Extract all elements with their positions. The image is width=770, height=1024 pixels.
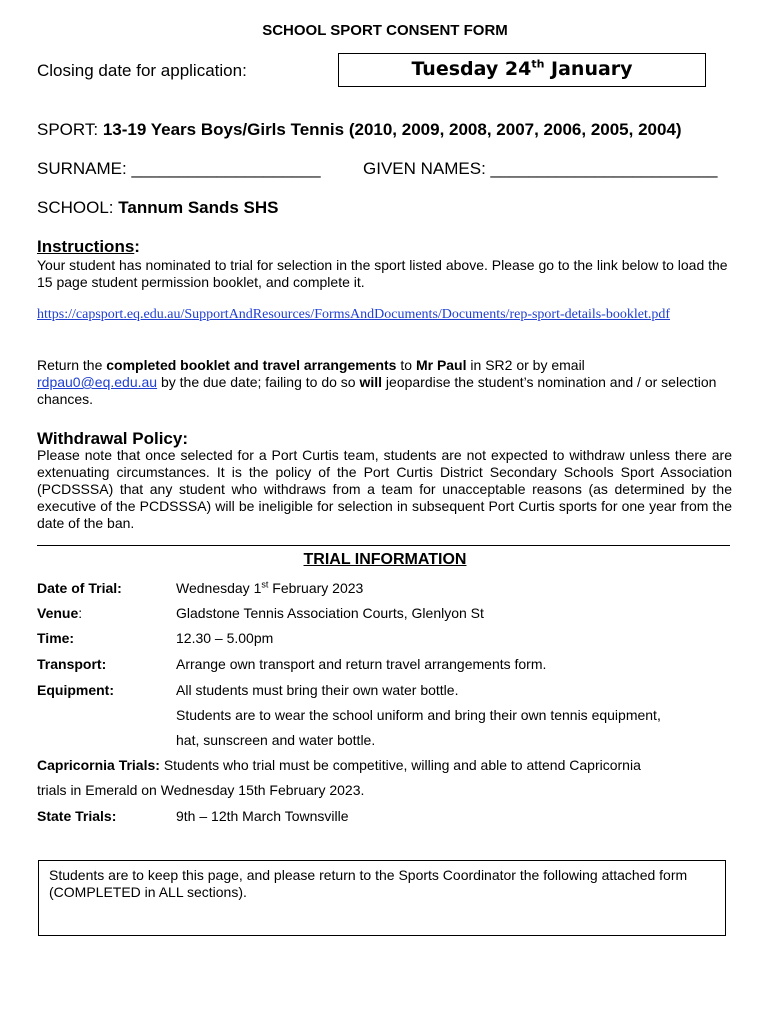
equipment-line-1: All students must bring their own water bottle. bbox=[176, 682, 459, 698]
equipment-line-2: Students are to wear the school uniform and bring their own tennis equipment, bbox=[176, 707, 661, 723]
sport-label: SPORT: bbox=[37, 120, 103, 139]
venue-label: Venue: bbox=[37, 605, 83, 621]
given-names-field: GIVEN NAMES: ________________________ bbox=[363, 159, 718, 178]
closing-date-label: Closing date for application: bbox=[37, 61, 247, 80]
capricornia-label: Capricornia Trials: bbox=[37, 757, 160, 773]
school-value: Tannum Sands SHS bbox=[118, 198, 279, 217]
trial-heading: TRIAL INFORMATION bbox=[303, 551, 467, 568]
return-instructions: Return the completed booklet and travel arrangements to Mr Paul in SR2 or by email rdpau0@eq.edu.au by the due date; failing to do so will jeopardise the student’s nomination and / or selection chances. bbox=[37, 357, 717, 407]
return-notice-text: Students are to keep this page, and please return to the Sports Coordinator the following attached form (COMPLETED in ALL sections). bbox=[49, 867, 688, 900]
date-label: Date of Trial: bbox=[37, 580, 122, 596]
sport-value: 13-19 Years Boys/Girls Tennis (2010, 2009, 2008, 2007, 2006, 2005, 2004) bbox=[102, 120, 682, 139]
section-divider bbox=[37, 545, 730, 546]
equipment-line-3: hat, sunscreen and water bottle. bbox=[176, 732, 376, 748]
school-label: SCHOOL: bbox=[37, 198, 119, 217]
sport-line bbox=[37, 120, 682, 140]
form-title: SCHOOL SPORT CONSENT FORM bbox=[262, 22, 508, 39]
date-value: Wednesday 1st February 2023 bbox=[176, 579, 364, 596]
instructions-heading: Instructions: bbox=[37, 237, 140, 256]
state-trials-label: State Trials: bbox=[37, 808, 117, 824]
capricornia-line-2: trials in Emerald on Wednesday 15th February 2023. bbox=[37, 782, 365, 798]
surname-field: SURNAME: ____________________ bbox=[37, 159, 321, 178]
equipment-label: Equipment: bbox=[37, 682, 114, 698]
withdrawal-heading: Withdrawal Policy: bbox=[37, 429, 188, 448]
state-trials-value: 9th – 12th March Townsville bbox=[176, 808, 349, 824]
closing-date-box bbox=[338, 53, 706, 87]
booklet-link[interactable]: https://capsport.eq.edu.au/SupportAndResources/FormsAndDocuments/Documents/rep-sport-details-booklet.pdf bbox=[37, 307, 671, 322]
time-label: Time: bbox=[37, 630, 75, 646]
email-link[interactable]: rdpau0@eq.edu.au bbox=[37, 374, 158, 390]
return-notice-box bbox=[38, 860, 726, 936]
withdrawal-text: Please note that once selected for a Port Curtis team, students are not expected to withdraw unless there are extenuating circumstances. It is the policy of the Port Curtis District Secondary Schools Sport Association (PCDSSSA) that any student who withdraws from a team for unacceptable reasons (as determined by the executive of the PCDSSSA) will be ineligible for selection in subsequent Port Curtis sports for one year from the date of the ban. bbox=[37, 447, 732, 531]
venue-value: Gladstone Tennis Association Courts, Glenlyon St bbox=[176, 605, 484, 621]
closing-date-value: Tuesday 24th January bbox=[411, 57, 633, 80]
transport-label: Transport: bbox=[37, 656, 107, 672]
time-value: 12.30 – 5.00pm bbox=[176, 630, 274, 646]
school-line bbox=[37, 198, 279, 218]
capricornia-line-1: Capricornia Trials: Students who trial must be competitive, willing and able to attend Capricornia bbox=[37, 757, 641, 773]
transport-value: Arrange own transport and return travel arrangements form. bbox=[176, 656, 547, 672]
instructions-text: Your student has nominated to trial for selection in the sport listed above. Please go to the link below to load the 15 page student permission booklet, and complete it. bbox=[37, 257, 728, 290]
